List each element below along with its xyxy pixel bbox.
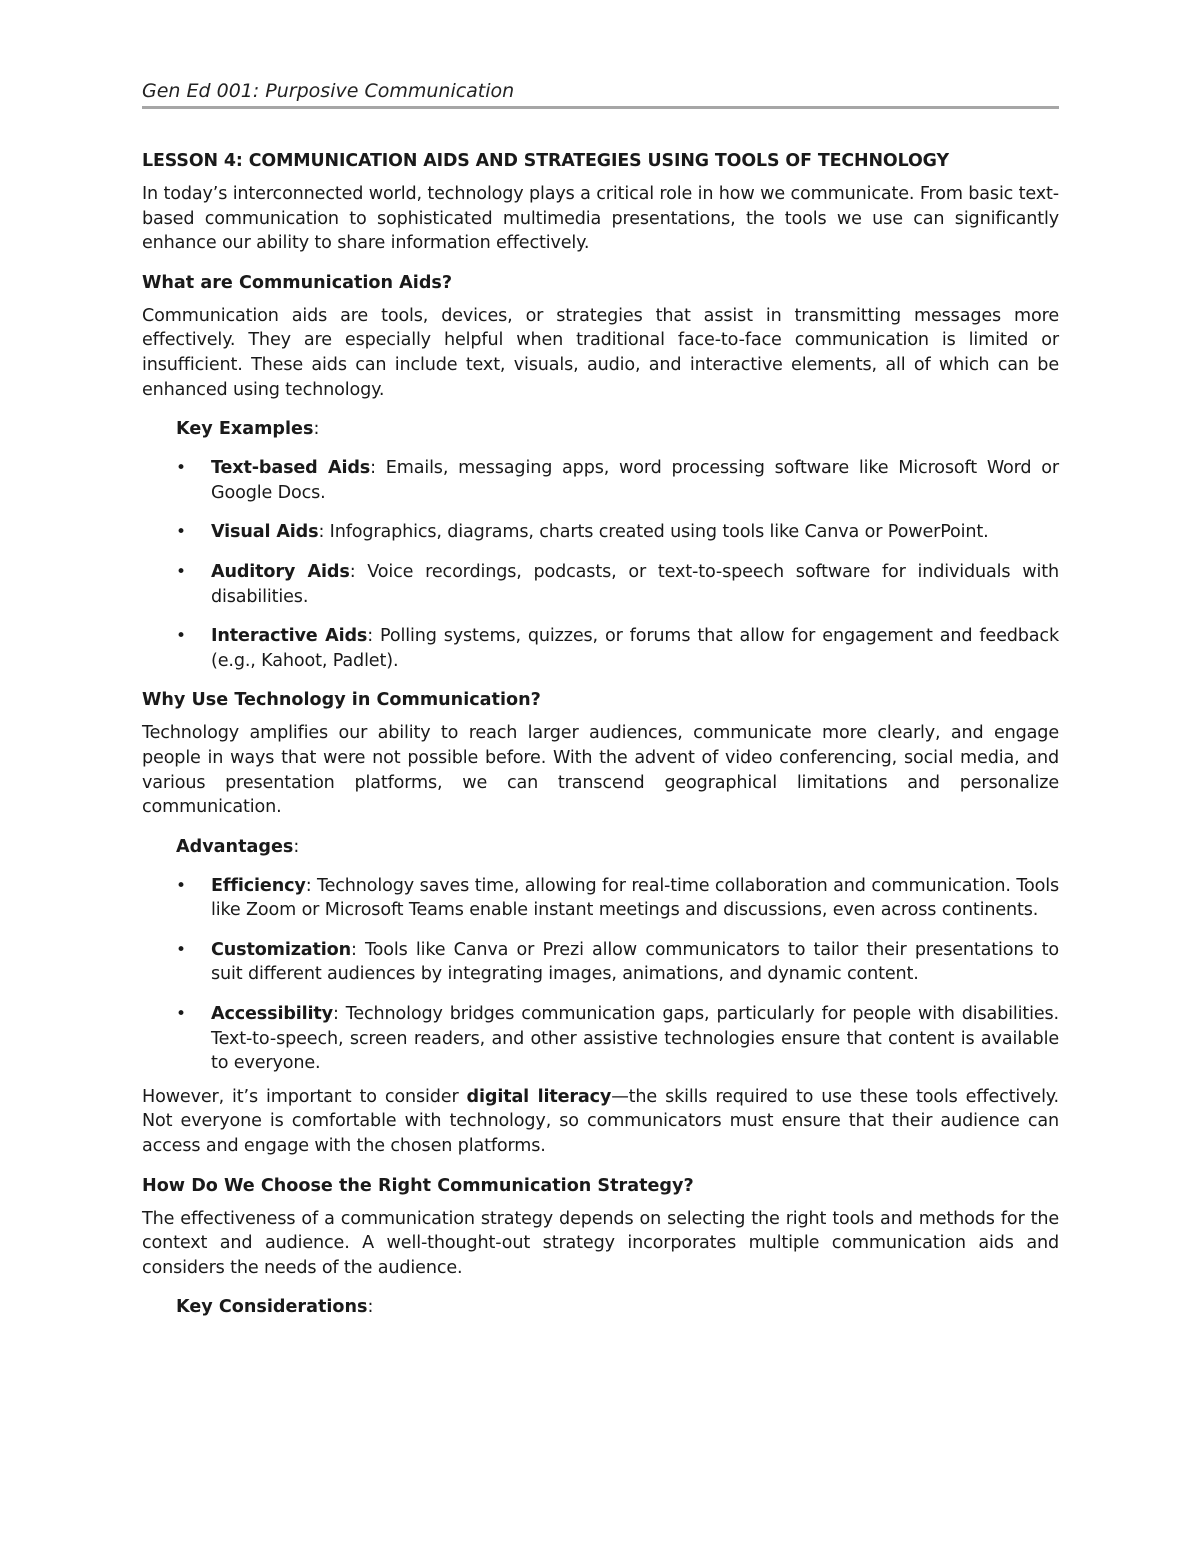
- list-item: [142, 624, 1059, 673]
- item-text: : Technology bridges communication gaps, particularly for people with disabilities. Text-to-speech, screen readers, and other assistive technologies ensure that content is available to everyone.: [211, 1004, 1059, 1074]
- bullet-icon: •: [176, 561, 186, 582]
- advantages-label: Advantages: [176, 836, 294, 857]
- document-page: [142, 78, 1059, 1319]
- item-term: Visual Aids: [211, 522, 319, 543]
- bullet-icon: •: [176, 939, 186, 960]
- list-item: [142, 938, 1059, 987]
- section-heading-choose-strategy: How Do We Choose the Right Communication Strategy?: [142, 1175, 694, 1196]
- list-item: [142, 1002, 1059, 1076]
- key-considerations-label: Key Considerations: [176, 1297, 368, 1318]
- item-term: Text-based Aids: [211, 458, 371, 479]
- item-term: Auditory Aids: [211, 561, 350, 582]
- advantages-list: [142, 874, 1059, 1076]
- colon: :: [367, 1297, 374, 1318]
- closing-text-before: However, it’s important to consider: [142, 1086, 467, 1107]
- advantages-subheading: [176, 835, 1059, 859]
- colon: :: [313, 419, 320, 440]
- bullet-icon: •: [176, 875, 186, 896]
- key-examples-subheading: [176, 417, 1059, 441]
- item-text: : Emails, messaging apps, word processing software like Microsoft Word or Google Docs.: [211, 458, 1059, 503]
- item-text: : Tools like Canva or Prezi allow communicators to tailor their presentations to suit different audiences by integrating images, animations, and dynamic content.: [211, 939, 1059, 985]
- list-item: [142, 874, 1059, 923]
- item-term: Efficiency: [211, 875, 306, 896]
- item-term: Accessibility: [211, 1004, 333, 1025]
- digital-literacy-paragraph: [142, 1085, 1059, 1159]
- bullet-icon: •: [176, 1004, 186, 1025]
- section-heading-communication-aids: What are Communication Aids?: [142, 272, 453, 293]
- key-examples-label: Key Examples: [176, 419, 314, 440]
- bullet-icon: •: [176, 458, 186, 479]
- list-item: [142, 456, 1059, 505]
- bullet-icon: •: [176, 626, 186, 647]
- item-text: : Voice recordings, podcasts, or text-to-speech software for individuals with disabilities.: [211, 561, 1059, 607]
- section-heading-why-technology: Why Use Technology in Communication?: [142, 690, 541, 711]
- digital-literacy-term: digital literacy: [466, 1086, 612, 1107]
- key-examples-list: [142, 456, 1059, 673]
- item-text: : Technology saves time, allowing for real-time collaboration and communication. Tools like Zoom or Microsoft Teams enable instant meetings and discussions, even across continents.: [211, 875, 1059, 921]
- colon: :: [293, 836, 300, 857]
- bullet-icon: •: [176, 522, 186, 543]
- list-item: [142, 560, 1059, 609]
- lesson-title: LESSON 4: COMMUNICATION AIDS AND STRATEGIES USING TOOLS OF TECHNOLOGY: [142, 151, 949, 171]
- choose-strategy-paragraph: The effectiveness of a communication strategy depends on selecting the right tools and methods for the context and audience. A well-thought-out strategy incorporates multiple communication aids and considers the needs of the audience.: [142, 1208, 1059, 1278]
- item-text: : Infographics, diagrams, charts created using tools like Canva or PowerPoint.: [318, 522, 989, 543]
- closing-text-after: —the skills required to use these tools effectively. Not everyone is comfortable with technology, so communicators must ensure that their audience can access and engage with the chosen platforms.: [142, 1086, 1060, 1157]
- communication-aids-paragraph: Communication aids are tools, devices, or strategies that assist in transmitting messages more effectively. They are especially helpful when traditional face-to-face communication is limited or insufficient. These aids can include text, visuals, audio, and interactive elements, all of which can be enhanced using technology.: [142, 305, 1059, 400]
- key-considerations-subheading: [176, 1295, 1059, 1319]
- item-term: Customization: [211, 939, 351, 960]
- list-item: [142, 520, 1059, 545]
- item-term: Interactive Aids: [211, 626, 368, 647]
- why-technology-paragraph: Technology amplifies our ability to reach larger audiences, communicate more clearly, and engage people in ways that were not possible before. With the advent of video conferencing, social media, and various presentation platforms, we can transcend geographical limitations and personalize communication.: [142, 723, 1059, 818]
- item-text: : Polling systems, quizzes, or forums that allow for engagement and feedback (e.g., Kahoot, Padlet).: [211, 626, 1059, 671]
- running-header: Gen Ed 001: Purposive Communication: [142, 78, 1059, 109]
- intro-paragraph: In today’s interconnected world, technology plays a critical role in how we communicate. From basic text-based communication to sophisticated multimedia presentations, the tools we use can significantly enhance our ability to share information effectively.: [142, 184, 1059, 254]
